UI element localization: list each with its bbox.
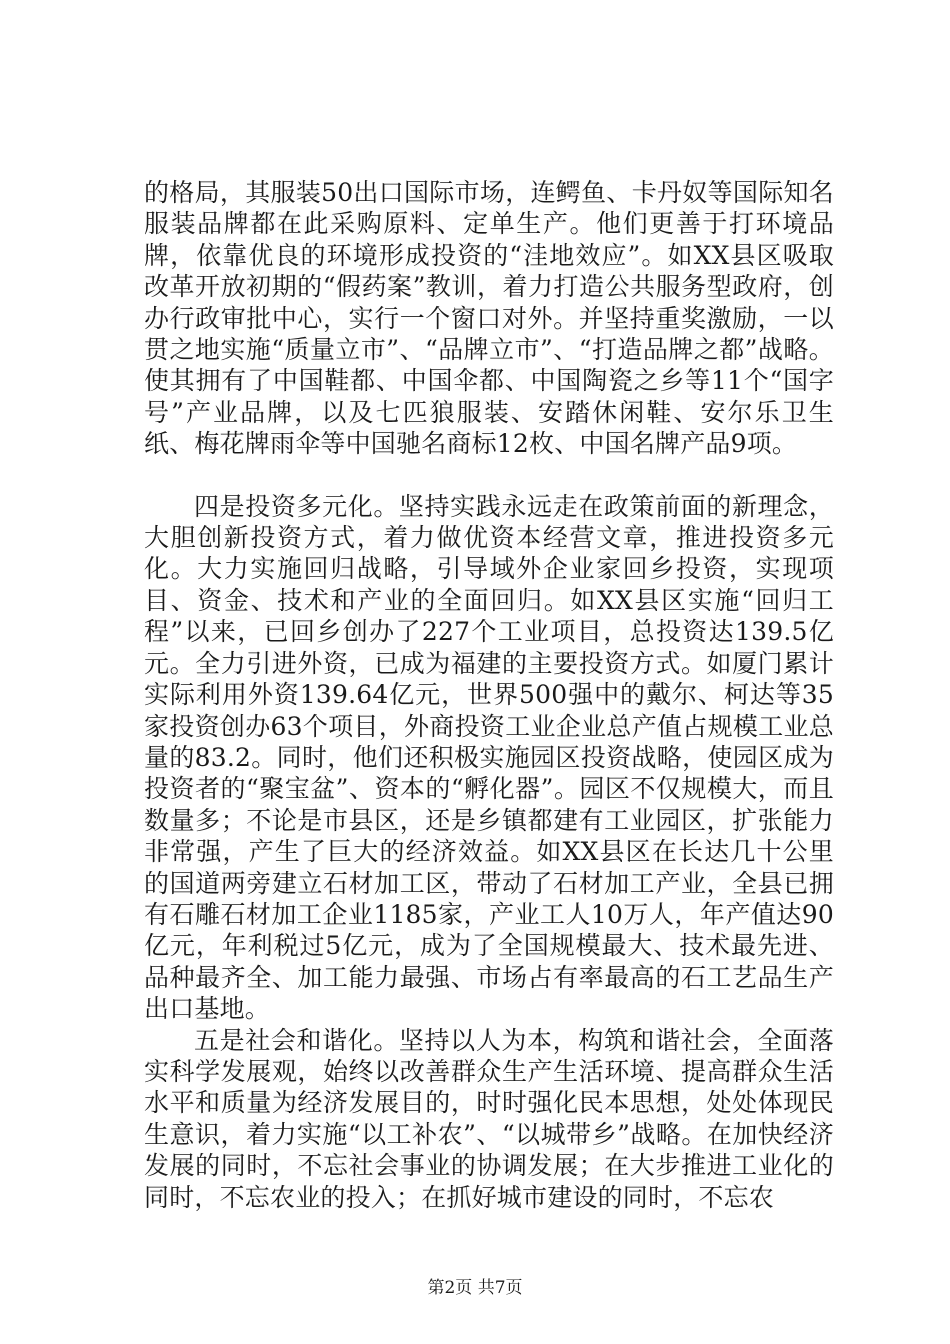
document-body bbox=[144, 177, 834, 1213]
paragraph-social-harmony: 五是社会和谐化。坚持以人为本，构筑和谐社会，全面落实科学发展观，始终以改善群众生产生活环境、提高群众生活水平和质量为经济发展目的，时时强化民本思想，处处体现民生意识，着力实施“以工补农”、“以城带乡”战略。在加快经济发展的同时，不忘社会事业的协调发展；在大步推进工业化的同时，不忘农业的投入；在抓好城市建设的同时，不忘农 bbox=[144, 1025, 834, 1212]
paragraph-gap bbox=[144, 460, 834, 491]
paragraph-continued: 的格局，其服装50出口国际市场，连鳄鱼、卡丹奴等国际知名服装品牌都在此采购原料、定单生产。他们更善于打环境品牌，依靠优良的环境形成投资的“洼地效应”。如XX县区吸取改革开放初期的“假药案”教训，着力打造公共服务型政府，创办行政审批中心，实行一个窗口对外。并坚持重奖激励，一以贯之地实施“质量立市”、“品牌立市”、“打造品牌之都”战略。使其拥有了中国鞋都、中国伞都、中国陶瓷之乡等11个“国字号”产业品牌，以及七匹狼服装、安踏休闲鞋、安尔乐卫生纸、梅花牌雨伞等中国驰名商标12枚、中国名牌产品9项。 bbox=[144, 178, 834, 459]
page-footer: 第2页 共7页 bbox=[427, 1278, 523, 1298]
paragraph-investment-diversification: 四是投资多元化。坚持实践永远走在政策前面的新理念，大胆创新投资方式，着力做优资本经营文章，推进投资多元化。大力实施回归战略，引导域外企业家回乡投资，实现项目、资金、技术和产业的全面回归。如XX县区实施“回归工程”以来，已回乡创办了227个工业项目，总投资达139.5亿元。全力引进外资，已成为福建的主要投资方式。如厦门累计实际利用外资139.64亿元，世界500强中的戴尔、柯达等35家投资创办63个项目，外商投资工业企业总产值占规模工业总量的83.2。同时，他们还积极实施园区投资战略，使园区成为投资者的“聚宝盆”、资本的“孵化器”。园区不仅规模大，而且数量多；不论是市县区，还是乡镇都建有工业园区，扩张能力非常强，产生了巨大的经济效益。如XX县区在长达几十公里的国道两旁建立石材加工区，带动了石材加工产业，全县已拥有石雕石材加工企业1185家，产业工人10万人，年产值达90亿元，年利税过5亿元，成为了全国规模最大、技术最先进、品种最齐全、加工能力最强、市场占有率最高的石工艺品生产出口基地。 bbox=[144, 491, 834, 1024]
